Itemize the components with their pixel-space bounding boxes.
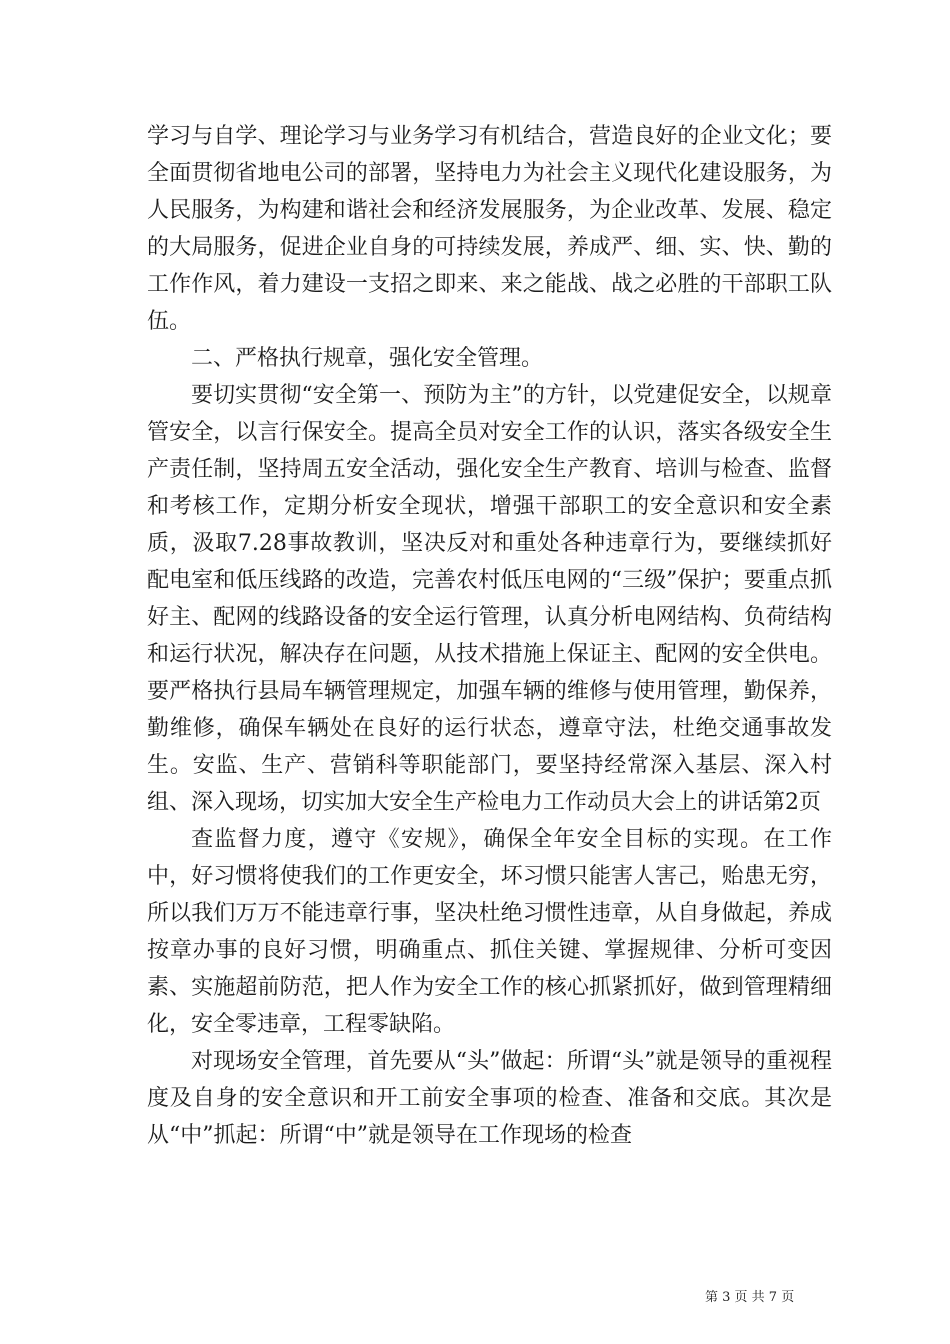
- paragraph-supervision: 查监督力度，遵守《安规》，确保全年安全目标的实现。在工作中，好习惯将使我们的工作更安全，坏习惯只能害人害己，贻患无穷，所以我们万万不能违章行事，坚决杜绝习惯性违章，从自身做起，养成按章办事的良好习惯，明确重点、抓住关键、掌握规律、分析可变因素、实施超前防范，把人作为安全工作的核心抓紧抓好，做到管理精细化，安全零违章，工程零缺陷。: [147, 827, 832, 1037]
- paragraph-continuation: 学习与自学、理论学习与业务学习有机结合，营造良好的企业文化；要全面贯彻省地电公司的部署，坚持电力为社会主义现代化建设服务，为人民服务，为构建和谐社会和经济发展服务，为企业改革、发展、稳定的大局服务，促进企业自身的可持续发展，养成严、细、实、快、勤的工作作风，着力建设一支招之即来、来之能战、战之必胜的干部职工队伍。: [147, 124, 832, 334]
- page-number: 第 3 页 共 7 页: [705, 1290, 795, 1305]
- document-body: [147, 118, 832, 1154]
- paragraph-safety-policy: 要切实贯彻“安全第一、预防为主”的方针，以党建促安全，以规章管安全，以言行保安全。提高全员对安全工作的认识，落实各级安全生产责任制，坚持周五安全活动，强化安全生产教育、培训与检查、监督和考核工作，定期分析安全现状，增强干部职工的安全意识和安全素质，汲取7.28事故教训，坚决反对和重处各种违章行为，要继续抓好配电室和低压线路的改造，完善农村低压电网的“三级”保护；要重点抓好主、配网的线路设备的安全运行管理，认真分析电网结构、负荷结构和运行状况，解决存在问题，从技术措施上保证主、配网的安全供电。要严格执行县局车辆管理规定，加强车辆的维修与使用管理，勤保养，勤维修，确保车辆处在良好的运行状态，遵章守法，杜绝交通事故发生。安监、生产、营销科等职能部门，要坚持经常深入基层、深入村组、深入现场，切实加大安全生产检电力工作动员大会上的讲话第2页: [147, 383, 832, 815]
- section-heading: 二、严格执行规章，强化安全管理。: [191, 346, 544, 371]
- paragraph-site-management: 对现场安全管理，首先要从“头”做起：所谓“头”就是领导的重视程度及自身的安全意识和开工前安全事项的检查、准备和交底。其次是从“中”抓起：所谓“中”就是领导在工作现场的检查: [147, 1049, 832, 1148]
